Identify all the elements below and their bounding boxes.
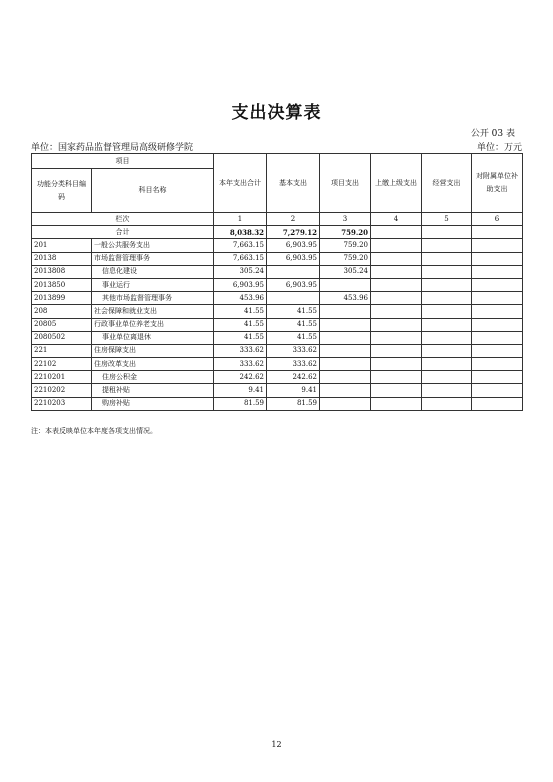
row-name: 市场监督管理事务 xyxy=(92,252,214,265)
empty-cell xyxy=(472,397,523,410)
empty-cell xyxy=(371,371,422,384)
row-project xyxy=(320,384,371,397)
row-code: 2013808 xyxy=(32,265,92,278)
empty-cell xyxy=(472,252,523,265)
page-title: 支出决算表 xyxy=(231,103,322,123)
row-basic: 9.41 xyxy=(267,384,320,397)
empty-cell xyxy=(371,292,422,305)
table-row xyxy=(32,331,523,344)
empty-cell xyxy=(422,292,472,305)
empty-cell xyxy=(472,318,523,331)
row-basic: 6,903.95 xyxy=(267,252,320,265)
row-project: 305.24 xyxy=(320,265,371,278)
empty-cell xyxy=(472,384,523,397)
table-row xyxy=(32,384,523,397)
row-basic: 333.62 xyxy=(267,358,320,371)
row-name: 购房补贴 xyxy=(92,397,214,410)
empty-cell xyxy=(371,239,422,252)
row-total: 6,903.95 xyxy=(214,278,267,291)
row-total: 81.59 xyxy=(214,397,267,410)
empty-cell xyxy=(371,331,422,344)
row-total: 242.62 xyxy=(214,371,267,384)
table-row xyxy=(32,358,523,371)
empty-cell xyxy=(371,318,422,331)
page-number: 12 xyxy=(271,740,282,749)
row-name: 社会保障和就业支出 xyxy=(92,305,214,318)
row-total: 41.55 xyxy=(214,331,267,344)
table-number: 公开 03 表 xyxy=(470,129,515,139)
header-upper: 上缴上级支出 xyxy=(371,154,422,213)
expense-table xyxy=(31,153,523,411)
empty-cell xyxy=(422,384,472,397)
row-name: 信息化建设 xyxy=(92,265,214,278)
currency-label: 单位：万元 xyxy=(476,143,522,153)
empty-cell xyxy=(422,397,472,410)
table-row xyxy=(32,252,523,265)
row-project xyxy=(320,318,371,331)
empty-cell xyxy=(472,278,523,291)
row-project xyxy=(320,358,371,371)
empty-cell xyxy=(422,344,472,357)
table-row xyxy=(32,371,523,384)
empty-cell xyxy=(371,226,422,239)
row-name: 行政事业单位养老支出 xyxy=(92,318,214,331)
row-code: 2210201 xyxy=(32,371,92,384)
column-number-row xyxy=(32,213,523,226)
table-row xyxy=(32,397,523,410)
row-code: 2210202 xyxy=(32,384,92,397)
table-row xyxy=(32,344,523,357)
column-number-label: 栏次 xyxy=(32,213,214,226)
row-project xyxy=(320,397,371,410)
column-number: 1 xyxy=(214,213,267,226)
row-code: 2013850 xyxy=(32,278,92,291)
row-basic: 6,903.95 xyxy=(267,239,320,252)
total-project: 759.20 xyxy=(320,226,371,239)
header-row xyxy=(32,154,523,169)
unit-label: 单位：国家药品监督管理局高级研修学院 xyxy=(31,143,194,153)
empty-cell xyxy=(371,344,422,357)
empty-cell xyxy=(422,371,472,384)
row-code: 208 xyxy=(32,305,92,318)
header-subsidy: 对附属单位补助支出 xyxy=(472,154,523,213)
total-basic: 7,279.12 xyxy=(267,226,320,239)
row-total: 453.96 xyxy=(214,292,267,305)
empty-cell xyxy=(422,318,472,331)
empty-cell xyxy=(472,344,523,357)
row-project: 759.20 xyxy=(320,252,371,265)
header-business: 经营支出 xyxy=(422,154,472,213)
empty-cell xyxy=(422,331,472,344)
row-code: 22102 xyxy=(32,358,92,371)
table-row xyxy=(32,278,523,291)
column-number: 5 xyxy=(422,213,472,226)
row-project xyxy=(320,371,371,384)
row-name: 事业单位离退休 xyxy=(92,331,214,344)
row-name: 事业运行 xyxy=(92,278,214,291)
row-basic: 41.55 xyxy=(267,318,320,331)
empty-cell xyxy=(422,358,472,371)
row-project xyxy=(320,305,371,318)
total-label: 合计 xyxy=(32,226,214,239)
row-basic: 41.55 xyxy=(267,305,320,318)
row-project xyxy=(320,344,371,357)
row-code: 2013899 xyxy=(32,292,92,305)
total-value: 8,038.32 xyxy=(214,226,267,239)
empty-cell xyxy=(422,252,472,265)
row-code: 20805 xyxy=(32,318,92,331)
column-number: 3 xyxy=(320,213,371,226)
table-row xyxy=(32,239,523,252)
empty-cell xyxy=(472,292,523,305)
empty-cell xyxy=(422,226,472,239)
column-number: 2 xyxy=(267,213,320,226)
row-basic: 41.55 xyxy=(267,331,320,344)
row-total: 305.24 xyxy=(214,265,267,278)
footnote: 注：本表反映单位本年度各项支出情况。 xyxy=(31,427,157,435)
header-basic: 基本支出 xyxy=(267,154,320,213)
row-name: 住房改革支出 xyxy=(92,358,214,371)
row-basic xyxy=(267,265,320,278)
row-code: 20138 xyxy=(32,252,92,265)
row-basic: 81.59 xyxy=(267,397,320,410)
table-row xyxy=(32,292,523,305)
row-project xyxy=(320,331,371,344)
row-code: 201 xyxy=(32,239,92,252)
row-name: 住房保障支出 xyxy=(92,344,214,357)
empty-cell xyxy=(371,278,422,291)
row-code: 2080502 xyxy=(32,331,92,344)
empty-cell xyxy=(472,226,523,239)
empty-cell xyxy=(371,358,422,371)
empty-cell xyxy=(371,384,422,397)
row-code: 221 xyxy=(32,344,92,357)
empty-cell xyxy=(422,305,472,318)
row-basic: 6,903.95 xyxy=(267,278,320,291)
row-name: 其他市场监督管理事务 xyxy=(92,292,214,305)
total-row xyxy=(32,226,523,239)
row-total: 9.41 xyxy=(214,384,267,397)
empty-cell xyxy=(371,305,422,318)
row-total: 333.62 xyxy=(214,358,267,371)
table-row xyxy=(32,318,523,331)
empty-cell xyxy=(472,239,523,252)
column-number: 4 xyxy=(371,213,422,226)
empty-cell xyxy=(371,265,422,278)
empty-cell xyxy=(371,397,422,410)
row-name: 一般公共服务支出 xyxy=(92,239,214,252)
row-total: 333.62 xyxy=(214,344,267,357)
row-total: 41.55 xyxy=(214,305,267,318)
empty-cell xyxy=(472,265,523,278)
row-name: 提租补贴 xyxy=(92,384,214,397)
row-total: 41.55 xyxy=(214,318,267,331)
row-code: 2210203 xyxy=(32,397,92,410)
header-project: 项目 xyxy=(32,154,214,169)
empty-cell xyxy=(472,358,523,371)
column-number: 6 xyxy=(472,213,523,226)
empty-cell xyxy=(371,252,422,265)
header-code: 功能分类科目编码 xyxy=(32,169,92,213)
empty-cell xyxy=(472,331,523,344)
row-basic: 333.62 xyxy=(267,344,320,357)
header-total: 本年支出合计 xyxy=(214,154,267,213)
row-total: 7,663.15 xyxy=(214,252,267,265)
row-project: 453.96 xyxy=(320,292,371,305)
table-row xyxy=(32,305,523,318)
row-basic: 242.62 xyxy=(267,371,320,384)
row-name: 住房公积金 xyxy=(92,371,214,384)
empty-cell xyxy=(472,371,523,384)
header-name: 科目名称 xyxy=(92,169,214,213)
empty-cell xyxy=(422,239,472,252)
header-project-expense: 项目支出 xyxy=(320,154,371,213)
row-project: 759.20 xyxy=(320,239,371,252)
row-total: 7,663.15 xyxy=(214,239,267,252)
empty-cell xyxy=(472,305,523,318)
empty-cell xyxy=(422,265,472,278)
table-row xyxy=(32,265,523,278)
row-project xyxy=(320,278,371,291)
empty-cell xyxy=(422,278,472,291)
row-basic xyxy=(267,292,320,305)
